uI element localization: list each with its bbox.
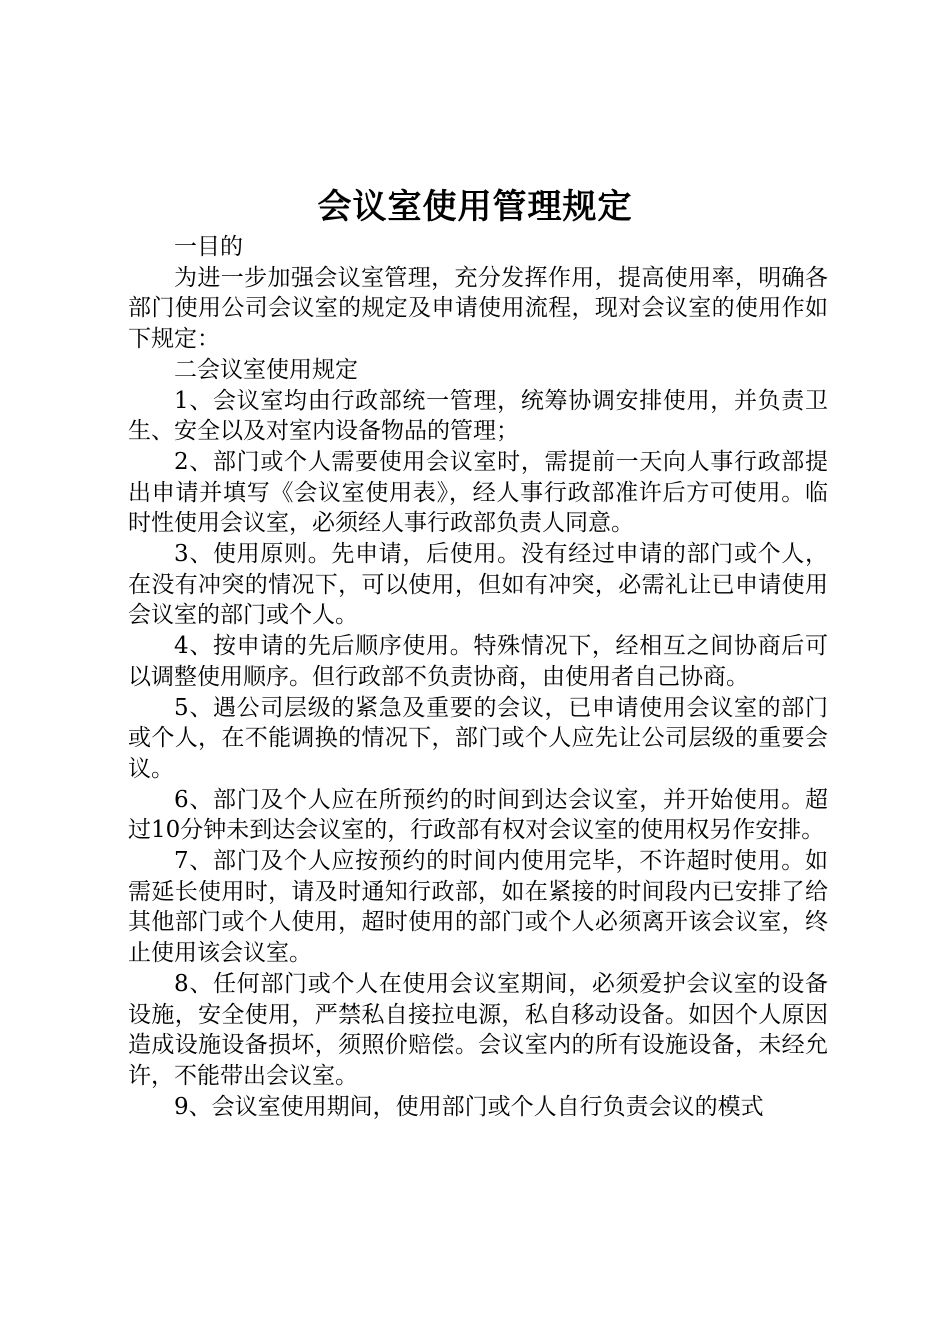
rule-item-2: 2、部门或个人需要使用会议室时，需提前一天向人事行政部提出申请并填写《会议室使用表》，经人事行政部准许后方可使用。临时性使用会议室，必须经人事行政部负责人同意。 bbox=[128, 448, 828, 537]
rule-item-3: 3、使用原则。先申请，后使用。没有经过申请的部门或个人，在没有冲突的情况下，可以使用，但如有冲突，必需礼让已申请使用会议室的部门或个人。 bbox=[128, 541, 828, 629]
rule-item-5: 5、遇公司层级的紧急及重要的会议，已申请使用会议室的部门或个人，在不能调换的情况下，部门或个人应先让公司层级的重要会议。 bbox=[128, 694, 828, 782]
document-title: 会议室使用管理规定 bbox=[317, 187, 633, 227]
rule-item-8: 8、任何部门或个人在使用会议室期间，必须爱护会议室的设备设施，安全使用，严禁私自接拉电源，私自移动设备。如因个人原因造成设施设备损坏，须照价赔偿。会议室内的所有设施设备，未经允许，不能带出会议室。 bbox=[128, 970, 828, 1089]
paragraph-purpose: 为进一步加强会议室管理，充分发挥作用，提高使用率，明确各部门使用公司会议室的规定及申请使用流程，现对会议室的使用作如下规定： bbox=[128, 264, 828, 353]
rule-item-7: 7、部门及个人应按预约的时间内使用完毕，不许超时使用。如需延长使用时，请及时通知行政部，如在紧接的时间段内已安排了给其他部门或个人使用，超时使用的部门或个人必须离开该会议室，终止使用该会议室。 bbox=[128, 848, 828, 967]
section-heading-purpose: 一目的 bbox=[174, 234, 243, 260]
rule-item-1: 1、会议室均由行政部统一管理，统筹协调安排使用，并负责卫生、安全以及对室内设备物品的管理； bbox=[128, 387, 828, 445]
section-heading-rules: 二会议室使用规定 bbox=[174, 356, 358, 383]
rule-item-9: 9、会议室使用期间，使用部门或个人自行负责会议的模式 bbox=[174, 1093, 764, 1120]
rule-item-6: 6、部门及个人应在所预约的时间到达会议室，并开始使用。超过10分钟未到达会议室的，行政部有权对会议室的使用权另作安排。 bbox=[128, 786, 828, 844]
document-body bbox=[128, 232, 828, 1122]
rule-item-4: 4、按申请的先后顺序使用。特殊情况下，经相互之间协商后可以调整使用顺序。但行政部不负责协商，由使用者自己协商。 bbox=[128, 633, 828, 690]
